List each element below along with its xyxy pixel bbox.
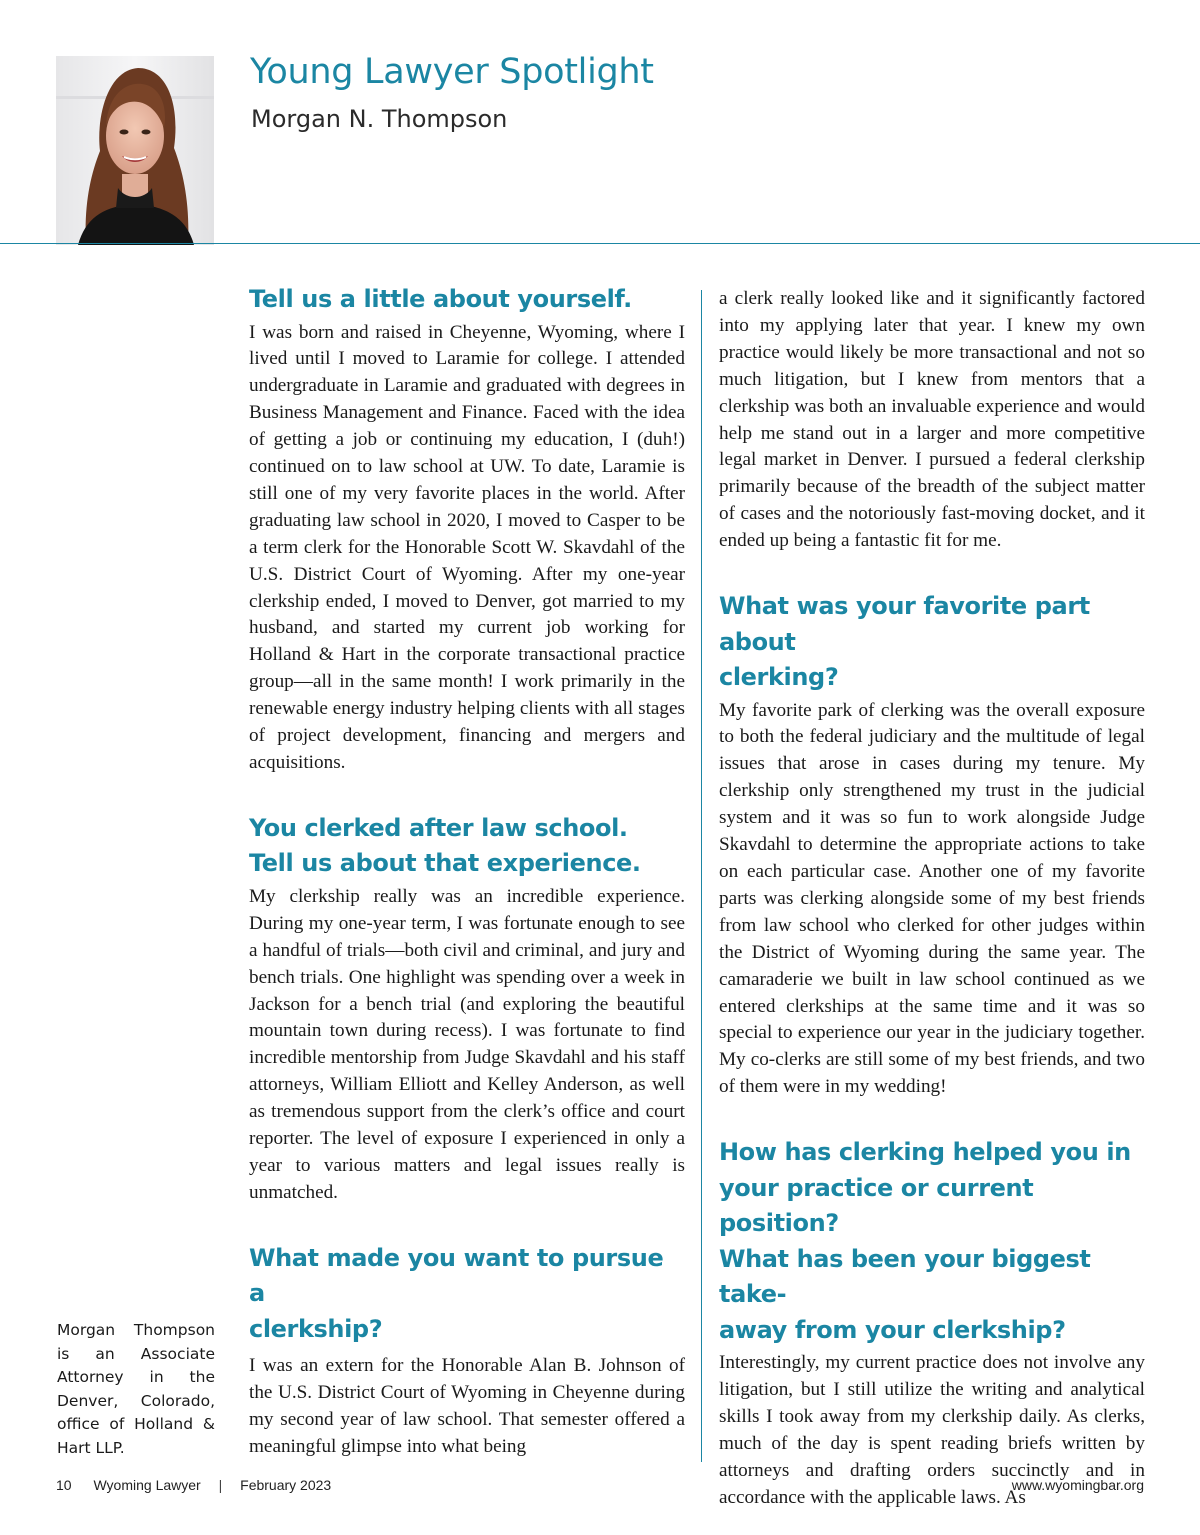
website-link[interactable]: www.wyomingbar.org bbox=[1011, 1477, 1144, 1493]
footer-left bbox=[56, 1477, 331, 1493]
heading-line: your practice or current position? bbox=[719, 1173, 1034, 1238]
section-biggest-takeaway bbox=[719, 1135, 1145, 1511]
heading-line: clerkship? bbox=[249, 1314, 383, 1343]
section-body: I was born and raised in Cheyenne, Wyoming, where I lived until I moved to Laramie for college. I attended undergraduate in Laramie and graduated with degrees in Business Management and Finance. Faced with the idea of getting a job or continuing my education, I (duh!) continued on to law school at UW. To date, Laramie is still one of my very favorite places in the world. After graduating law school in 2020, I moved to Casper to be a term clerk for the Honorable Scott W. Skavdahl of the U.S. District Court of Wyoming. After my one-year clerkship ended, I moved to Denver, got married to my husband, and started my current job working for Holland & Hart in the corporate transactional practice group—all in the same month! I work primarily in the renewable energy industry helping clients with all stages of project development, financing and mergers and acquisitions. bbox=[249, 321, 685, 773]
page-title: Young Lawyer Spotlight bbox=[250, 52, 654, 92]
section-body: a clerk really looked like and it significantly factored into my applying later that year. I knew my own practice would likely be more transactional and not so much litigation, but I knew from mentors that a clerkship was both an invaluable experience and would help me stand out in a larger and more competitive legal market in Denver. I pursued a federal clerkship primarily because of the breadth of the subject matter of cases and the notoriously fast-moving docket, and it ended up being a fantastic fit for me. bbox=[719, 288, 1145, 552]
column-divider bbox=[701, 290, 702, 1462]
left-column bbox=[249, 282, 685, 1461]
section-pursue-clerkship-continued bbox=[719, 286, 1145, 555]
section-heading bbox=[249, 282, 685, 318]
header-divider bbox=[0, 243, 1200, 244]
section-heading bbox=[719, 1135, 1145, 1348]
section-body: My clerkship really was an incredible experience. During my one-year term, I was fortunate enough to see a handful of trials—both civil and criminal, and jury and bench trials. One highlight was spending over a week in Jackson for a bench trial (and exploring the beautiful mountain town during recess). I was fortunate to find incredible mentorship from Judge Skavdahl and his staff attorneys, William Elliott and Kelley Anderson, as well as tremendous support from the clerk’s office and court reporter. The level of exposure I experienced in only a year to various matters and legal issues really is unmatched. bbox=[249, 885, 685, 1203]
section-clerked-after-law-school bbox=[249, 811, 685, 1207]
heading-line: What was your favorite part about bbox=[719, 592, 1090, 656]
right-column bbox=[719, 286, 1145, 1512]
page-subtitle: Morgan N. Thompson bbox=[251, 105, 508, 133]
heading-line: What has been your biggest take- bbox=[719, 1244, 1091, 1309]
section-pursue-clerkship bbox=[249, 1241, 685, 1461]
portrait-icon bbox=[56, 56, 214, 245]
page-number: 10 bbox=[56, 1477, 72, 1493]
section-body: I was an extern for the Honorable Alan B. Johnson of the U.S. District Court of Wyoming in Cheyenne during my second year of law school. That semester offered a meaningful glimpse into what being bbox=[249, 1355, 685, 1457]
issue-date: February 2023 bbox=[240, 1477, 332, 1493]
portrait-photo bbox=[56, 56, 214, 245]
section-heading bbox=[249, 811, 685, 882]
section-heading bbox=[249, 1241, 685, 1348]
section-body: Interestingly, my current practice does not involve any litigation, but I still utilize the writing and analytical skills I took away from my clerkship daily. As clerks, much of the day is spent reading briefs written by attorneys and drafting orders succinctly and in accordance with the applicable laws. As bbox=[719, 1352, 1145, 1508]
page-footer bbox=[56, 1477, 1144, 1497]
section-favorite-part bbox=[719, 589, 1145, 1101]
author-bio: Morgan Thompson is an Associate Attorney in the Denver, Colorado, office of Holland & Hart LLP. bbox=[57, 1321, 215, 1457]
heading-line: Tell us about that experience. bbox=[249, 849, 641, 878]
section-body: My favorite park of clerking was the overall exposure to both the federal judiciary and the multitude of legal issues that arose in cases during my tenure. My clerkship only strengthened my trust in the judicial system and it was so fun to work alongside Judge Skavdahl to determine the appropriate actions to take on each particular case. Another one of my favorite parts was clerking alongside some of my best friends from law school who clerked for other judges within the District of Wyoming during the same year. The camaraderie we built in law school continued as we entered clerkships at the same time and it was so special to experience our year in the judiciary together. My co-clerks are still some of my best friends, and two of them were in my wedding! bbox=[719, 699, 1145, 1098]
heading-line: How has clerking helped you in bbox=[719, 1138, 1131, 1167]
heading-line: clerking? bbox=[719, 663, 839, 692]
heading-line: Tell us a little about yourself. bbox=[249, 285, 632, 313]
heading-line: What made you want to pursue a bbox=[249, 1243, 664, 1308]
footer-separator: | bbox=[218, 1477, 223, 1493]
section-heading bbox=[719, 589, 1145, 696]
heading-line: You clerked after law school. bbox=[249, 813, 628, 842]
section-about-yourself bbox=[249, 282, 685, 777]
publication-name: Wyoming Lawyer bbox=[93, 1477, 201, 1493]
heading-line: away from your clerkship? bbox=[719, 1315, 1066, 1344]
